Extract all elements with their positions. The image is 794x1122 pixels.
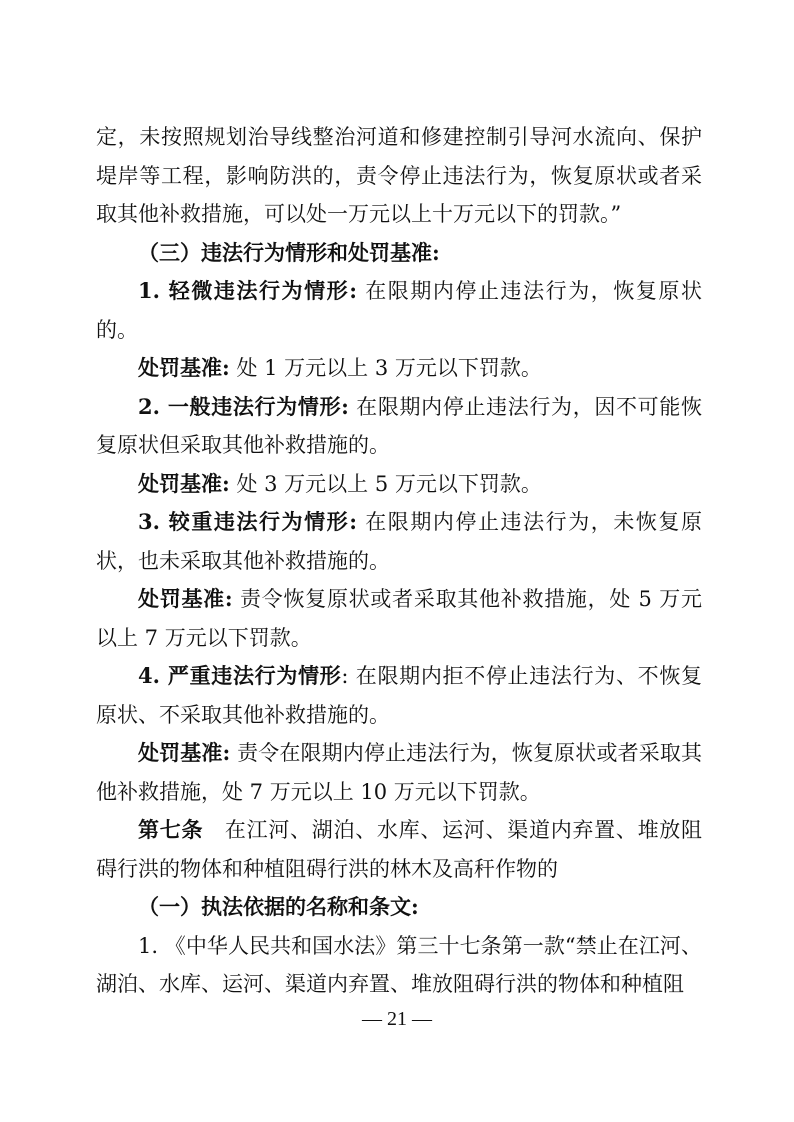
document-body bbox=[96, 118, 702, 1004]
paragraph bbox=[96, 465, 702, 504]
text-run: 处 1 万元以上 3 万元以下罚款。 bbox=[229, 356, 542, 380]
text-run: 定，未按照规划治导线整治河道和修建控制引导河水流向、保护堤岸等工程，影响防洪的，责令停止违法行为，恢复原状或者采取其他补救措施，可以处一万元以上十万元以下的罚款。” bbox=[96, 125, 702, 226]
paragraph bbox=[96, 657, 702, 734]
paragraph bbox=[96, 234, 702, 273]
paragraph bbox=[96, 272, 702, 349]
page-number: — 21 — bbox=[362, 1008, 432, 1030]
text-run: 在限期内停止违法行为，未恢复原状，也未采取其他补救措施的。 bbox=[96, 510, 702, 573]
text-run: 在限期内停止违法行为，恢复原状的。 bbox=[96, 279, 702, 342]
text-run: 1. 《中华人民共和国水法》第三十七条第一款“禁止在江河、湖泊、水库、运河、渠道内弃置、堆放阻碍行洪的物体和种植阻 bbox=[96, 933, 702, 996]
paragraph bbox=[96, 503, 702, 580]
bold-run: 3. 较重违法行为情形: bbox=[138, 509, 357, 534]
bold-run: （一）执法依据的名称和条文: bbox=[138, 894, 419, 919]
bold-run: 2. 一般违法行为情形: bbox=[138, 393, 349, 419]
paragraph bbox=[96, 118, 702, 234]
bold-run: 第七条 bbox=[138, 817, 204, 842]
text-run: 在江河、湖泊、水库、运河、渠道内弃置、堆放阻碍行洪的物体和种植阻碍行洪的林木及高秆作物的 bbox=[96, 818, 703, 881]
paragraph bbox=[96, 580, 702, 657]
paragraph bbox=[96, 388, 702, 465]
bold-run: （三）违法行为情形和处罚基准: bbox=[138, 239, 440, 265]
paragraph bbox=[96, 927, 702, 1004]
paragraph bbox=[96, 349, 702, 388]
bold-run: 处罚基准: bbox=[138, 355, 230, 380]
text-run: : 在限期内拒不停止违法行为、不恢复原状、不采取其他补救措施的。 bbox=[96, 664, 702, 727]
text-run: 在限期内停止违法行为，因不可能恢复原状但采取其他补救措施的。 bbox=[96, 394, 702, 457]
paragraph bbox=[96, 811, 702, 888]
bold-run: 1. 轻微违法行为情形: bbox=[138, 278, 357, 303]
bold-run: 处罚基准: bbox=[138, 470, 230, 496]
bold-run: 处罚基准: bbox=[138, 740, 231, 765]
text-run: 责令在限期内停止违法行为，恢复原状或者采取其他补救措施，处 7 万元以上 10 万元以下罚款。 bbox=[96, 741, 702, 804]
text-run: 责令恢复原状或者采取其他补救措施，处 5 万元以上 7 万元以下罚款。 bbox=[96, 587, 702, 650]
bold-run: 处罚基准: bbox=[138, 586, 233, 611]
paragraph bbox=[96, 888, 702, 927]
text-run: 处 3 万元以上 5 万元以下罚款。 bbox=[229, 471, 542, 496]
paragraph bbox=[96, 734, 702, 811]
bold-run: 4. 严重违法行为情形 bbox=[138, 663, 342, 688]
